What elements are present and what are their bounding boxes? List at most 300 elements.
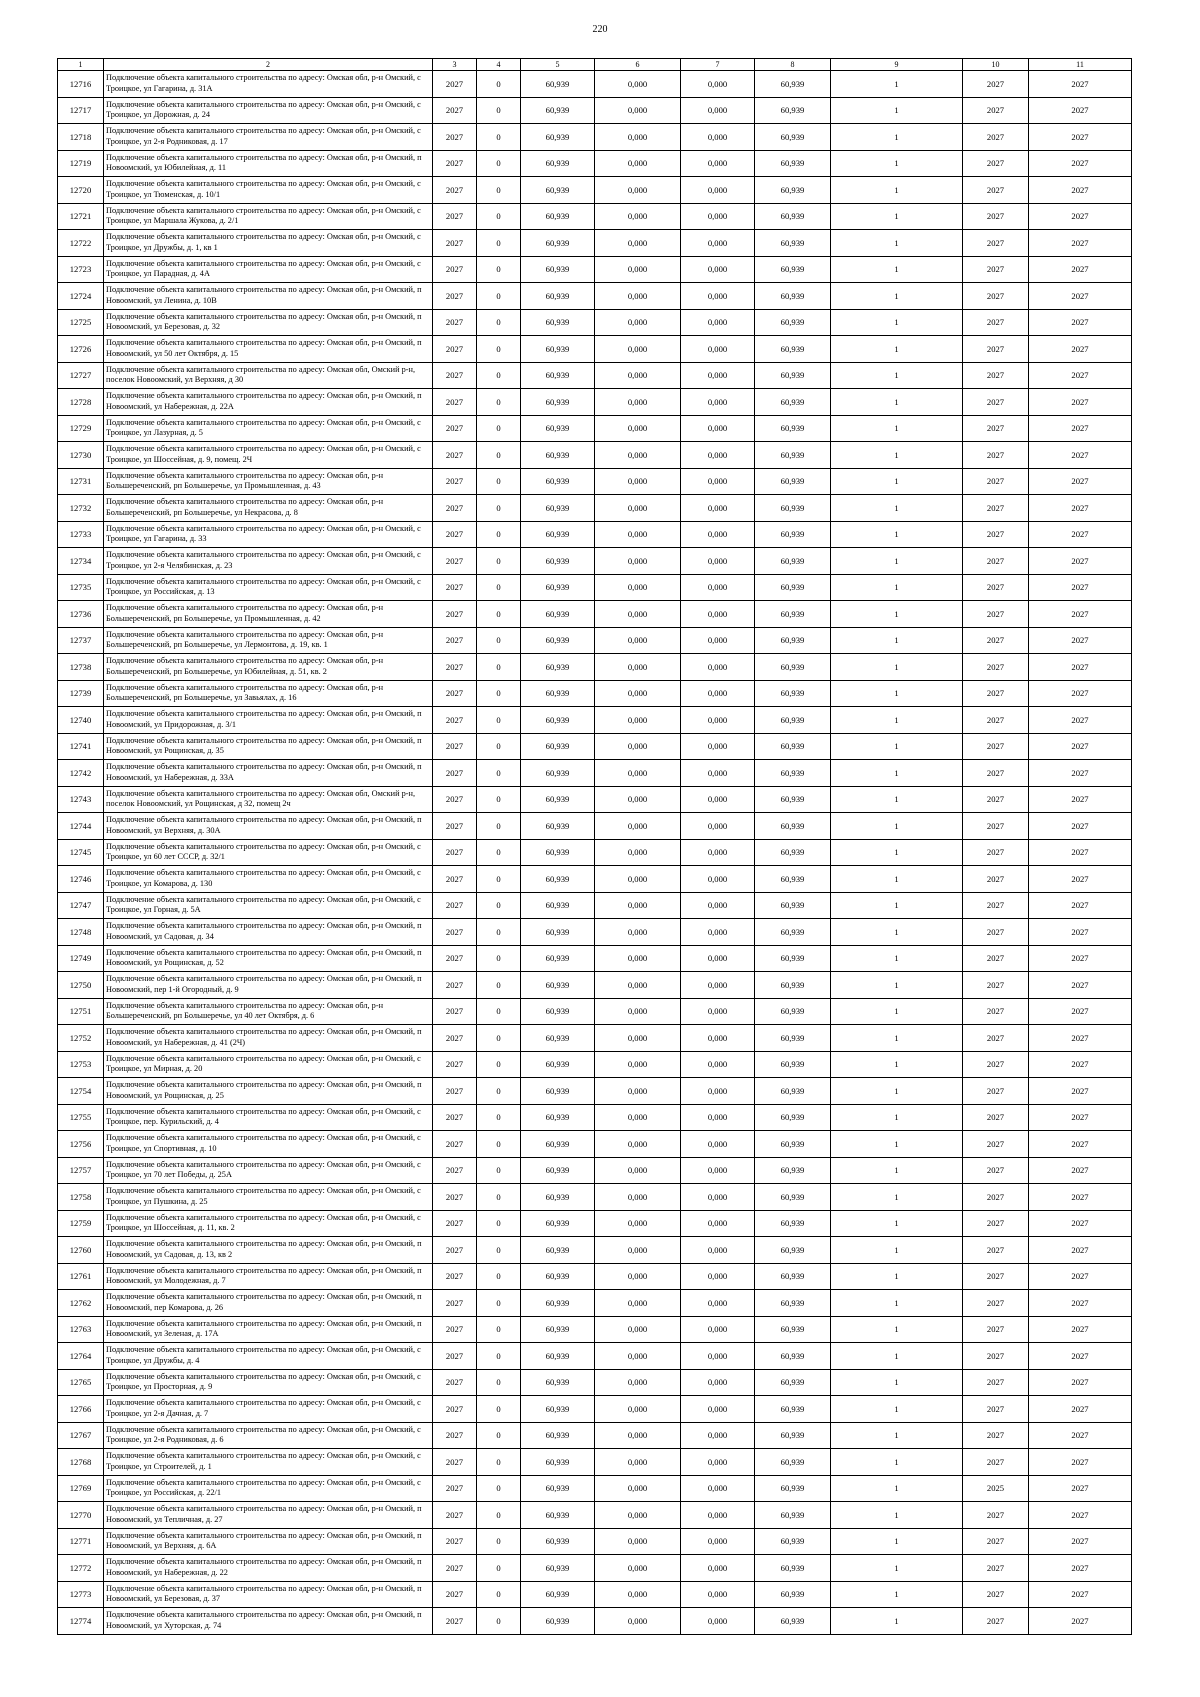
col5-cell: 60,939 xyxy=(521,309,595,336)
col3-cell: 2027 xyxy=(433,1078,477,1105)
col6-cell: 0,000 xyxy=(595,1078,681,1105)
col4-cell: 0 xyxy=(477,760,521,787)
description-cell: Подключение объекта капитального строительства по адресу: Омская обл, р-н Омский, п Новоомский, ул Березовая, д. 37 xyxy=(104,1581,433,1608)
col8-cell: 60,939 xyxy=(755,177,831,204)
description-cell: Подключение объекта капитального строительства по адресу: Омская обл, р-н Омский, с Троицкое, ул Лазурная, д. 5 xyxy=(104,415,433,442)
col11-cell: 2027 xyxy=(1029,442,1132,469)
table-row xyxy=(58,1157,1132,1184)
row-number-cell: 12752 xyxy=(58,1025,104,1052)
col5-cell: 60,939 xyxy=(521,203,595,230)
col6-cell: 0,000 xyxy=(595,309,681,336)
table-row xyxy=(58,1343,1132,1370)
col8-cell: 60,939 xyxy=(755,1263,831,1290)
col10-cell: 2027 xyxy=(963,760,1029,787)
col5-cell: 60,939 xyxy=(521,495,595,522)
col10-cell: 2027 xyxy=(963,1078,1029,1105)
col6-cell: 0,000 xyxy=(595,415,681,442)
col7-cell: 0,000 xyxy=(681,786,755,813)
col8-cell: 60,939 xyxy=(755,442,831,469)
col8-cell: 60,939 xyxy=(755,521,831,548)
col11-cell: 2027 xyxy=(1029,1555,1132,1582)
row-number-cell: 12719 xyxy=(58,150,104,177)
header-cell-9: 9 xyxy=(831,59,963,71)
col3-cell: 2027 xyxy=(433,150,477,177)
col11-cell: 2027 xyxy=(1029,177,1132,204)
col5-cell: 60,939 xyxy=(521,733,595,760)
col11-cell: 2027 xyxy=(1029,680,1132,707)
col4-cell: 0 xyxy=(477,1131,521,1158)
col4-cell: 0 xyxy=(477,1025,521,1052)
col7-cell: 0,000 xyxy=(681,998,755,1025)
col7-cell: 0,000 xyxy=(681,813,755,840)
table-row xyxy=(58,654,1132,681)
col9-cell: 1 xyxy=(831,733,963,760)
col11-cell: 2027 xyxy=(1029,1422,1132,1449)
col10-cell: 2027 xyxy=(963,733,1029,760)
col5-cell: 60,939 xyxy=(521,680,595,707)
col3-cell: 2027 xyxy=(433,786,477,813)
description-cell: Подключение объекта капитального строительства по адресу: Омская обл, р-н Омский, п Новоомский, ул Садовая, д. 34 xyxy=(104,919,433,946)
col6-cell: 0,000 xyxy=(595,574,681,601)
col7-cell: 0,000 xyxy=(681,1475,755,1502)
col8-cell: 60,939 xyxy=(755,336,831,363)
col5-cell: 60,939 xyxy=(521,389,595,416)
col6-cell: 0,000 xyxy=(595,654,681,681)
col11-cell: 2027 xyxy=(1029,1502,1132,1529)
col4-cell: 0 xyxy=(477,866,521,893)
col7-cell: 0,000 xyxy=(681,124,755,151)
col7-cell: 0,000 xyxy=(681,1396,755,1423)
col6-cell: 0,000 xyxy=(595,389,681,416)
description-cell: Подключение объекта капитального строительства по адресу: Омская обл, р-н Омский, п Новоомский, ул Рощинская, д. 25 xyxy=(104,1078,433,1105)
col10-cell: 2027 xyxy=(963,468,1029,495)
col9-cell: 1 xyxy=(831,71,963,98)
col4-cell: 0 xyxy=(477,998,521,1025)
row-number-cell: 12757 xyxy=(58,1157,104,1184)
col9-cell: 1 xyxy=(831,866,963,893)
col10-cell: 2027 xyxy=(963,1555,1029,1582)
col4-cell: 0 xyxy=(477,1369,521,1396)
col3-cell: 2027 xyxy=(433,71,477,98)
table-row xyxy=(58,1237,1132,1264)
col9-cell: 1 xyxy=(831,177,963,204)
col3-cell: 2027 xyxy=(433,1528,477,1555)
col5-cell: 60,939 xyxy=(521,1369,595,1396)
col8-cell: 60,939 xyxy=(755,1422,831,1449)
col8-cell: 60,939 xyxy=(755,1157,831,1184)
col11-cell: 2027 xyxy=(1029,124,1132,151)
col8-cell: 60,939 xyxy=(755,945,831,972)
col10-cell: 2027 xyxy=(963,177,1029,204)
col3-cell: 2027 xyxy=(433,1210,477,1237)
col4-cell: 0 xyxy=(477,1263,521,1290)
row-number-cell: 12749 xyxy=(58,945,104,972)
col11-cell: 2027 xyxy=(1029,733,1132,760)
col3-cell: 2027 xyxy=(433,1263,477,1290)
description-cell: Подключение объекта капитального строительства по адресу: Омская обл, р-н Омский, п Новоомский, ул Юбилейная, д. 11 xyxy=(104,150,433,177)
col11-cell: 2027 xyxy=(1029,1608,1132,1635)
col9-cell: 1 xyxy=(831,1502,963,1529)
col9-cell: 1 xyxy=(831,707,963,734)
col11-cell: 2027 xyxy=(1029,601,1132,628)
col10-cell: 2027 xyxy=(963,1263,1029,1290)
col3-cell: 2027 xyxy=(433,760,477,787)
row-number-cell: 12748 xyxy=(58,919,104,946)
col3-cell: 2027 xyxy=(433,362,477,389)
col4-cell: 0 xyxy=(477,1449,521,1476)
table-row xyxy=(58,998,1132,1025)
table-row xyxy=(58,1422,1132,1449)
col5-cell: 60,939 xyxy=(521,654,595,681)
col11-cell: 2027 xyxy=(1029,1157,1132,1184)
col11-cell: 2027 xyxy=(1029,839,1132,866)
description-cell: Подключение объекта капитального строительства по адресу: Омская обл, р-н Омский, п Новоомский, ул Зеленая, д. 17А xyxy=(104,1316,433,1343)
col7-cell: 0,000 xyxy=(681,442,755,469)
description-cell: Подключение объекта капитального строительства по адресу: Омская обл, р-н Омский, с Троицкое, ул Комарова, д. 130 xyxy=(104,866,433,893)
col9-cell: 1 xyxy=(831,1369,963,1396)
col11-cell: 2027 xyxy=(1029,866,1132,893)
page-number: 220 xyxy=(592,24,608,35)
col7-cell: 0,000 xyxy=(681,627,755,654)
col6-cell: 0,000 xyxy=(595,1449,681,1476)
col11-cell: 2027 xyxy=(1029,1290,1132,1317)
col8-cell: 60,939 xyxy=(755,601,831,628)
col10-cell: 2027 xyxy=(963,972,1029,999)
col9-cell: 1 xyxy=(831,442,963,469)
col8-cell: 60,939 xyxy=(755,203,831,230)
col11-cell: 2027 xyxy=(1029,654,1132,681)
col11-cell: 2027 xyxy=(1029,892,1132,919)
table-row xyxy=(58,839,1132,866)
col6-cell: 0,000 xyxy=(595,866,681,893)
col4-cell: 0 xyxy=(477,71,521,98)
row-number-cell: 12750 xyxy=(58,972,104,999)
description-cell: Подключение объекта капитального строительства по адресу: Омская обл, р-н Омский, с Троицкое, ул 60 лет СССР, д. 32/1 xyxy=(104,839,433,866)
description-cell: Подключение объекта капитального строительства по адресу: Омская обл, р-н Омский, п Новоомский, ул Верхняя, д. 6А xyxy=(104,1528,433,1555)
col3-cell: 2027 xyxy=(433,574,477,601)
col7-cell: 0,000 xyxy=(681,733,755,760)
table-row xyxy=(58,230,1132,257)
col6-cell: 0,000 xyxy=(595,839,681,866)
col5-cell: 60,939 xyxy=(521,1528,595,1555)
col6-cell: 0,000 xyxy=(595,1025,681,1052)
description-cell: Подключение объекта капитального строительства по адресу: Омская обл, р-н Омский, с Троицкое, ул Строителей, д. 1 xyxy=(104,1449,433,1476)
col9-cell: 1 xyxy=(831,1025,963,1052)
header-cell-11: 11 xyxy=(1029,59,1132,71)
col4-cell: 0 xyxy=(477,1078,521,1105)
table-row xyxy=(58,1316,1132,1343)
col8-cell: 60,939 xyxy=(755,1104,831,1131)
description-cell: Подключение объекта капитального строительства по адресу: Омская обл, р-н Омский, с Троицкое, ул Просторная, д. 9 xyxy=(104,1369,433,1396)
col4-cell: 0 xyxy=(477,707,521,734)
table-row xyxy=(58,1608,1132,1635)
col9-cell: 1 xyxy=(831,1555,963,1582)
col9-cell: 1 xyxy=(831,389,963,416)
col6-cell: 0,000 xyxy=(595,468,681,495)
col6-cell: 0,000 xyxy=(595,972,681,999)
col8-cell: 60,939 xyxy=(755,1528,831,1555)
description-cell: Подключение объекта капитального строительства по адресу: Омская обл, р-н Омский, п Новоомский, пер Комарова, д. 26 xyxy=(104,1290,433,1317)
header-row xyxy=(58,59,1132,71)
row-number-cell: 12770 xyxy=(58,1502,104,1529)
col8-cell: 60,939 xyxy=(755,309,831,336)
description-cell: Подключение объекта капитального строительства по адресу: Омская обл, р-н Омский, п Новоомский, ул Садовая, д. 13, кв 2 xyxy=(104,1237,433,1264)
col10-cell: 2027 xyxy=(963,1608,1029,1635)
header-cell-6: 6 xyxy=(595,59,681,71)
col4-cell: 0 xyxy=(477,150,521,177)
col3-cell: 2027 xyxy=(433,1608,477,1635)
col4-cell: 0 xyxy=(477,1051,521,1078)
table-row xyxy=(58,1528,1132,1555)
table-row xyxy=(58,707,1132,734)
col3-cell: 2027 xyxy=(433,1555,477,1582)
col10-cell: 2027 xyxy=(963,442,1029,469)
col9-cell: 1 xyxy=(831,892,963,919)
col8-cell: 60,939 xyxy=(755,124,831,151)
col7-cell: 0,000 xyxy=(681,680,755,707)
col8-cell: 60,939 xyxy=(755,548,831,575)
table-row xyxy=(58,1210,1132,1237)
col7-cell: 0,000 xyxy=(681,1131,755,1158)
row-number-cell: 12721 xyxy=(58,203,104,230)
row-number-cell: 12744 xyxy=(58,813,104,840)
col11-cell: 2027 xyxy=(1029,972,1132,999)
col7-cell: 0,000 xyxy=(681,1555,755,1582)
col9-cell: 1 xyxy=(831,760,963,787)
col4-cell: 0 xyxy=(477,336,521,363)
col7-cell: 0,000 xyxy=(681,1343,755,1370)
data-table xyxy=(57,58,1132,1635)
table-row xyxy=(58,601,1132,628)
col11-cell: 2027 xyxy=(1029,760,1132,787)
col11-cell: 2027 xyxy=(1029,97,1132,124)
col8-cell: 60,939 xyxy=(755,1608,831,1635)
col7-cell: 0,000 xyxy=(681,1078,755,1105)
col11-cell: 2027 xyxy=(1029,1210,1132,1237)
col8-cell: 60,939 xyxy=(755,468,831,495)
col7-cell: 0,000 xyxy=(681,972,755,999)
col5-cell: 60,939 xyxy=(521,71,595,98)
table-row xyxy=(58,468,1132,495)
col8-cell: 60,939 xyxy=(755,786,831,813)
col11-cell: 2027 xyxy=(1029,813,1132,840)
col3-cell: 2027 xyxy=(433,733,477,760)
col4-cell: 0 xyxy=(477,1608,521,1635)
col3-cell: 2027 xyxy=(433,866,477,893)
description-cell: Подключение объекта капитального строительства по адресу: Омская обл, р-н Омский, п Новоомский, ул Березовая, д. 32 xyxy=(104,309,433,336)
col6-cell: 0,000 xyxy=(595,442,681,469)
col11-cell: 2027 xyxy=(1029,203,1132,230)
description-cell: Подключение объекта капитального строительства по адресу: Омская обл, р-н Омский, с Троицкое, ул Маршала Жукова, д. 2/1 xyxy=(104,203,433,230)
col4-cell: 0 xyxy=(477,574,521,601)
col11-cell: 2027 xyxy=(1029,283,1132,310)
col8-cell: 60,939 xyxy=(755,760,831,787)
col9-cell: 1 xyxy=(831,1422,963,1449)
col4-cell: 0 xyxy=(477,1555,521,1582)
col7-cell: 0,000 xyxy=(681,760,755,787)
col7-cell: 0,000 xyxy=(681,283,755,310)
header-cell-5: 5 xyxy=(521,59,595,71)
col9-cell: 1 xyxy=(831,362,963,389)
col9-cell: 1 xyxy=(831,1528,963,1555)
col5-cell: 60,939 xyxy=(521,1104,595,1131)
col4-cell: 0 xyxy=(477,124,521,151)
col8-cell: 60,939 xyxy=(755,1369,831,1396)
col5-cell: 60,939 xyxy=(521,1343,595,1370)
description-cell: Подключение объекта капитального строительства по адресу: Омская обл, р-н Омский, с Троицкое, ул 2-я Дачная, д. 7 xyxy=(104,1396,433,1423)
col11-cell: 2027 xyxy=(1029,71,1132,98)
col8-cell: 60,939 xyxy=(755,1343,831,1370)
col7-cell: 0,000 xyxy=(681,1025,755,1052)
table-row xyxy=(58,813,1132,840)
col5-cell: 60,939 xyxy=(521,362,595,389)
table-row xyxy=(58,1475,1132,1502)
col9-cell: 1 xyxy=(831,574,963,601)
col5-cell: 60,939 xyxy=(521,1608,595,1635)
description-cell: Подключение объекта капитального строительства по адресу: Омская обл, р-н Омский, п Новоомский, ул Рощинская, д. 52 xyxy=(104,945,433,972)
col10-cell: 2027 xyxy=(963,1316,1029,1343)
row-number-cell: 12767 xyxy=(58,1422,104,1449)
col3-cell: 2027 xyxy=(433,521,477,548)
col3-cell: 2027 xyxy=(433,654,477,681)
row-number-cell: 12726 xyxy=(58,336,104,363)
col5-cell: 60,939 xyxy=(521,1475,595,1502)
row-number-cell: 12739 xyxy=(58,680,104,707)
col9-cell: 1 xyxy=(831,1449,963,1476)
row-number-cell: 12765 xyxy=(58,1369,104,1396)
col11-cell: 2027 xyxy=(1029,1528,1132,1555)
col4-cell: 0 xyxy=(477,1184,521,1211)
col5-cell: 60,939 xyxy=(521,866,595,893)
col3-cell: 2027 xyxy=(433,1290,477,1317)
col9-cell: 1 xyxy=(831,256,963,283)
col9-cell: 1 xyxy=(831,415,963,442)
col5-cell: 60,939 xyxy=(521,1025,595,1052)
col5-cell: 60,939 xyxy=(521,442,595,469)
row-number-cell: 12722 xyxy=(58,230,104,257)
table-row xyxy=(58,1396,1132,1423)
col10-cell: 2027 xyxy=(963,866,1029,893)
row-number-cell: 12755 xyxy=(58,1104,104,1131)
col8-cell: 60,939 xyxy=(755,707,831,734)
col4-cell: 0 xyxy=(477,283,521,310)
col10-cell: 2027 xyxy=(963,1104,1029,1131)
col3-cell: 2027 xyxy=(433,1502,477,1529)
col11-cell: 2027 xyxy=(1029,1581,1132,1608)
col6-cell: 0,000 xyxy=(595,256,681,283)
description-cell: Подключение объекта капитального строительства по адресу: Омская обл, р-н Большереченский, рп Большеречье, ул Некрасова, д. 8 xyxy=(104,495,433,522)
col4-cell: 0 xyxy=(477,786,521,813)
col6-cell: 0,000 xyxy=(595,362,681,389)
col3-cell: 2027 xyxy=(433,495,477,522)
col5-cell: 60,939 xyxy=(521,972,595,999)
col4-cell: 0 xyxy=(477,1343,521,1370)
description-cell: Подключение объекта капитального строительства по адресу: Омская обл, р-н Омский, с Троицкое, ул Гагарина, д. 31А xyxy=(104,71,433,98)
description-cell: Подключение объекта капитального строительства по адресу: Омская обл, р-н Омский, п Новоомский, ул Верхняя, д. 30А xyxy=(104,813,433,840)
col6-cell: 0,000 xyxy=(595,283,681,310)
table-row xyxy=(58,680,1132,707)
row-number-cell: 12747 xyxy=(58,892,104,919)
row-number-cell: 12745 xyxy=(58,839,104,866)
col10-cell: 2027 xyxy=(963,945,1029,972)
col5-cell: 60,939 xyxy=(521,256,595,283)
table-row xyxy=(58,919,1132,946)
row-number-cell: 12731 xyxy=(58,468,104,495)
row-number-cell: 12742 xyxy=(58,760,104,787)
description-cell: Подключение объекта капитального строительства по адресу: Омская обл, Омский р-н, поселок Новоомский, ул Рощинская, д 32, помещ 2ч xyxy=(104,786,433,813)
col9-cell: 1 xyxy=(831,283,963,310)
col6-cell: 0,000 xyxy=(595,627,681,654)
col10-cell: 2027 xyxy=(963,919,1029,946)
col10-cell: 2027 xyxy=(963,1210,1029,1237)
col7-cell: 0,000 xyxy=(681,1502,755,1529)
col7-cell: 0,000 xyxy=(681,71,755,98)
row-number-cell: 12759 xyxy=(58,1210,104,1237)
row-number-cell: 12736 xyxy=(58,601,104,628)
description-cell: Подключение объекта капитального строительства по адресу: Омская обл, Омский р-н, поселок Новоомский, ул Верхняя, д 30 xyxy=(104,362,433,389)
col11-cell: 2027 xyxy=(1029,389,1132,416)
col9-cell: 1 xyxy=(831,680,963,707)
table-row xyxy=(58,1290,1132,1317)
col9-cell: 1 xyxy=(831,1131,963,1158)
col5-cell: 60,939 xyxy=(521,1051,595,1078)
col7-cell: 0,000 xyxy=(681,654,755,681)
col6-cell: 0,000 xyxy=(595,892,681,919)
header-cell-1: 1 xyxy=(58,59,104,71)
col7-cell: 0,000 xyxy=(681,1528,755,1555)
col11-cell: 2027 xyxy=(1029,1025,1132,1052)
col9-cell: 1 xyxy=(831,786,963,813)
col3-cell: 2027 xyxy=(433,1449,477,1476)
col6-cell: 0,000 xyxy=(595,1343,681,1370)
col7-cell: 0,000 xyxy=(681,945,755,972)
col8-cell: 60,939 xyxy=(755,283,831,310)
description-cell: Подключение объекта капитального строительства по адресу: Омская обл, р-н Большереченский, рп Большеречье, ул Завьялах, д. 16 xyxy=(104,680,433,707)
col3-cell: 2027 xyxy=(433,415,477,442)
col6-cell: 0,000 xyxy=(595,760,681,787)
col7-cell: 0,000 xyxy=(681,362,755,389)
col8-cell: 60,939 xyxy=(755,389,831,416)
row-number-cell: 12743 xyxy=(58,786,104,813)
col6-cell: 0,000 xyxy=(595,786,681,813)
col3-cell: 2027 xyxy=(433,1475,477,1502)
col4-cell: 0 xyxy=(477,945,521,972)
description-cell: Подключение объекта капитального строительства по адресу: Омская обл, р-н Омский, с Троицкое, ул 2-я Челябинская, д. 23 xyxy=(104,548,433,575)
col4-cell: 0 xyxy=(477,256,521,283)
row-number-cell: 12717 xyxy=(58,97,104,124)
col3-cell: 2027 xyxy=(433,309,477,336)
col5-cell: 60,939 xyxy=(521,574,595,601)
col11-cell: 2027 xyxy=(1029,919,1132,946)
col9-cell: 1 xyxy=(831,1104,963,1131)
row-number-cell: 12716 xyxy=(58,71,104,98)
col10-cell: 2027 xyxy=(963,1502,1029,1529)
col9-cell: 1 xyxy=(831,972,963,999)
col9-cell: 1 xyxy=(831,1078,963,1105)
col6-cell: 0,000 xyxy=(595,601,681,628)
table-row xyxy=(58,972,1132,999)
col5-cell: 60,939 xyxy=(521,521,595,548)
col8-cell: 60,939 xyxy=(755,415,831,442)
col4-cell: 0 xyxy=(477,442,521,469)
col6-cell: 0,000 xyxy=(595,1237,681,1264)
table-row xyxy=(58,97,1132,124)
col3-cell: 2027 xyxy=(433,1184,477,1211)
col10-cell: 2027 xyxy=(963,601,1029,628)
col10-cell: 2027 xyxy=(963,1581,1029,1608)
col5-cell: 60,939 xyxy=(521,1555,595,1582)
col8-cell: 60,939 xyxy=(755,1316,831,1343)
